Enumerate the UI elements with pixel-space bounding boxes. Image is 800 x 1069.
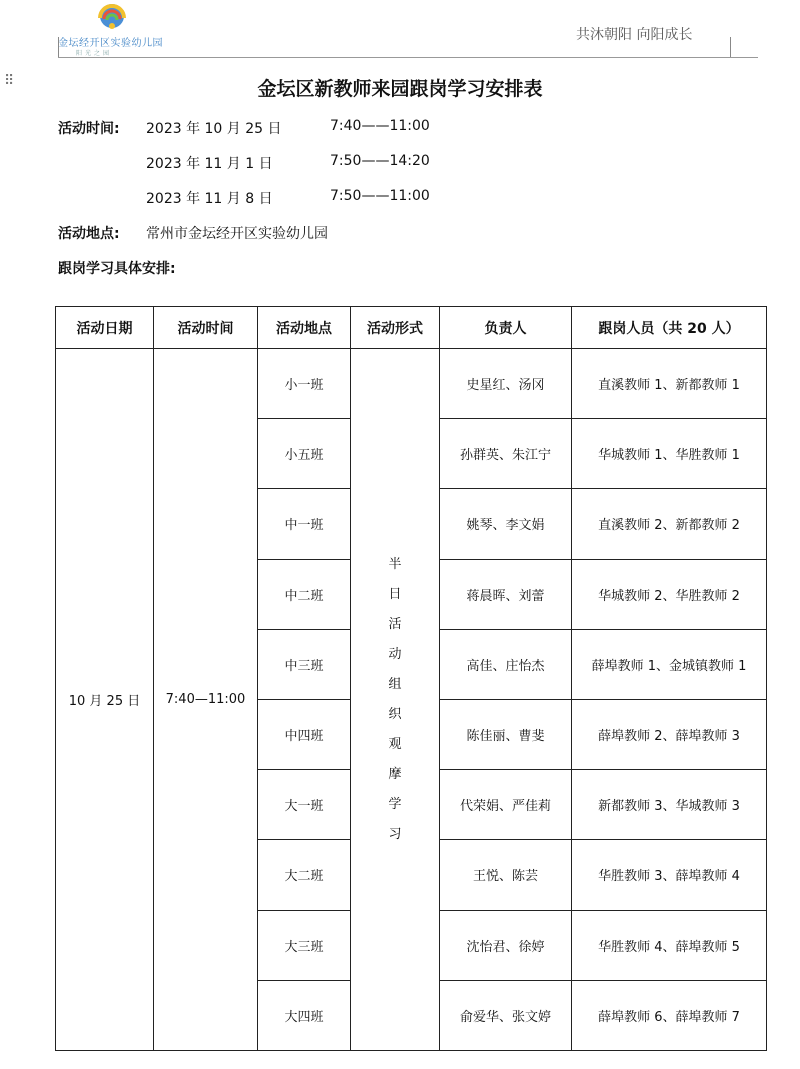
cell-place: 中一班 — [258, 489, 351, 559]
form-char: 组 — [388, 676, 402, 692]
drag-handle-icon[interactable]: ⠿ — [4, 73, 16, 89]
kindergarten-logo — [58, 2, 178, 58]
cell-leader: 孙群英、朱江宁 — [440, 419, 572, 489]
rainbow-balloon-icon — [92, 2, 136, 34]
cell-place: 中四班 — [258, 699, 351, 769]
cell-place: 大一班 — [258, 770, 351, 840]
form-char: 活 — [388, 616, 402, 632]
header-corner-left — [58, 37, 59, 57]
cell-place: 大二班 — [258, 840, 351, 910]
cell-leader: 俞爱华、张文婷 — [440, 980, 572, 1050]
document-title: 金坛区新教师来园跟岗学习安排表 — [257, 78, 543, 100]
cell-staff: 薛埠教师 2、薛埠教师 3 — [572, 699, 767, 769]
logo-text: 金坛经开区实验幼儿园 — [58, 38, 163, 49]
header-corner-right — [730, 37, 731, 57]
header-leader: 负责人 — [440, 307, 572, 349]
cell-place: 中二班 — [258, 559, 351, 629]
form-char: 习 — [388, 826, 402, 842]
header-time: 活动时间 — [154, 307, 258, 349]
cell-leader: 高佳、庄怡杰 — [440, 629, 572, 699]
form-char: 织 — [388, 706, 402, 722]
cell-staff: 华城教师 1、华胜教师 1 — [572, 419, 767, 489]
activity-date-1: 2023 年 10 月 25 日 — [146, 121, 282, 137]
arrangement-label: 跟岗学习具体安排: — [58, 261, 176, 277]
form-char: 观 — [388, 736, 402, 752]
cell-place: 小一班 — [258, 349, 351, 419]
cell-leader: 代荣娟、严佳莉 — [440, 770, 572, 840]
header-place: 活动地点 — [258, 307, 351, 349]
cell-staff: 直溪教师 1、新都教师 1 — [572, 349, 767, 419]
cell-staff: 华胜教师 4、薛埠教师 5 — [572, 910, 767, 980]
activity-hours-3: 7:50——11:00 — [330, 188, 430, 204]
cell-staff: 薛埠教师 6、薛埠教师 7 — [572, 980, 767, 1050]
form-char: 动 — [388, 646, 402, 662]
cell-leader: 蒋晨晖、刘蕾 — [440, 559, 572, 629]
cell-staff: 新都教师 3、华城教师 3 — [572, 770, 767, 840]
activity-hours-1: 7:40——11:00 — [330, 118, 430, 134]
header-form: 活动形式 — [351, 307, 440, 349]
form-char: 半 — [388, 556, 402, 572]
cell-time: 7:40—11:00 — [154, 349, 258, 1051]
header-divider — [58, 57, 758, 58]
form-char: 摩 — [388, 766, 402, 782]
cell-leader: 史星红、汤冈 — [440, 349, 572, 419]
header-slogan: 共沐朝阳 向阳成长 — [576, 27, 693, 43]
cell-form — [351, 349, 440, 1051]
cell-date: 10 月 25 日 — [56, 349, 154, 1051]
cell-leader: 姚琴、李文娟 — [440, 489, 572, 559]
cell-leader: 陈佳丽、曹斐 — [440, 699, 572, 769]
form-char: 日 — [388, 586, 402, 602]
activity-place-label: 活动地点: — [58, 226, 120, 242]
table-row — [56, 349, 767, 419]
cell-staff: 直溪教师 2、新都教师 2 — [572, 489, 767, 559]
header-date: 活动日期 — [56, 307, 154, 349]
form-char: 学 — [388, 796, 402, 812]
activity-hours-2: 7:50——14:20 — [330, 153, 430, 169]
cell-place: 小五班 — [258, 419, 351, 489]
cell-leader: 王悦、陈芸 — [440, 840, 572, 910]
logo-subtext: 阳光之园 — [76, 50, 113, 57]
cell-staff: 华胜教师 3、薛埠教师 4 — [572, 840, 767, 910]
activity-time-label: 活动时间: — [58, 121, 120, 137]
cell-staff: 薛埠教师 1、金城镇教师 1 — [572, 629, 767, 699]
cell-leader: 沈怡君、徐婷 — [440, 910, 572, 980]
header-staff: 跟岗人员（共 20 人） — [572, 307, 767, 349]
activity-place-value: 常州市金坛经开区实验幼儿园 — [146, 226, 328, 242]
schedule-table — [55, 306, 767, 1051]
cell-place: 中三班 — [258, 629, 351, 699]
activity-date-2: 2023 年 11 月 1 日 — [146, 156, 273, 172]
table-header-row — [56, 307, 767, 349]
cell-place: 大四班 — [258, 980, 351, 1050]
cell-place: 大三班 — [258, 910, 351, 980]
cell-staff: 华城教师 2、华胜教师 2 — [572, 559, 767, 629]
activity-date-3: 2023 年 11 月 8 日 — [146, 191, 273, 207]
